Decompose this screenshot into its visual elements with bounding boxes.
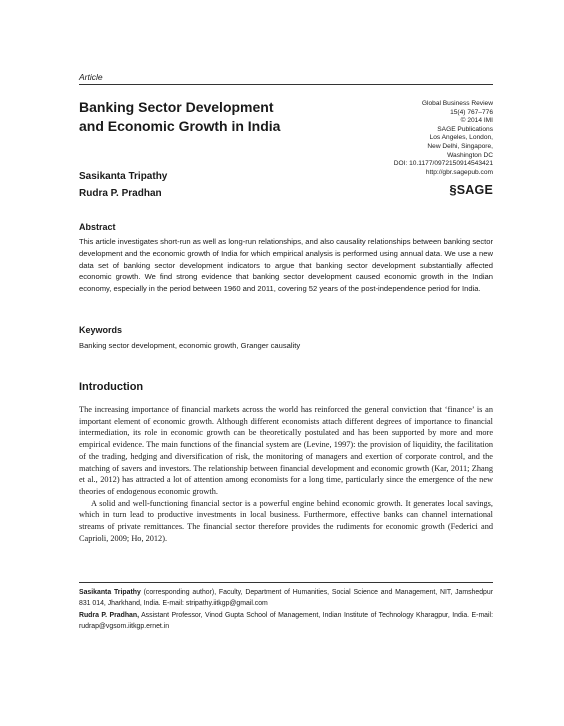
footnote-entry xyxy=(79,587,493,610)
footnote-author-name: Rudra P. Pradhan, xyxy=(79,611,139,619)
article-type-label: Article xyxy=(79,72,103,82)
introduction-paragraph: A solid and well-functioning financial sector is a powerful engine behind economic growth. It generates local savings, which in turn lead to productive investments in local business. Furthermore, effective banks can channel international streams of private remittances. The financial sector therefore provides the rudiments for economic growth (Federici and Caprioli, 2009; Ho, 2012). xyxy=(79,498,493,543)
author-footnotes xyxy=(79,587,493,633)
journal-info xyxy=(353,100,493,177)
journal-name: Global Business Review xyxy=(421,100,493,107)
footnote-author-name: Sasikanta Tripathy xyxy=(79,589,141,596)
footnote-author-details: (corresponding author), Faculty, Department of Humanities, Social Science and Management, NIT, Jamshedpur 831 014, Jharkhand, India. E-mail: stripathy.iitkgp@gmail.com xyxy=(79,589,493,608)
article-title xyxy=(79,98,369,136)
journal-url[interactable]: http://gbr.sagepub.com xyxy=(425,168,493,176)
footnote-rule xyxy=(79,582,493,583)
journal-copyright: © 2014 IMI xyxy=(460,117,493,125)
author-list xyxy=(79,168,167,202)
journal-doi[interactable]: DOI: 10.1177/0972150914543421 xyxy=(393,160,493,168)
journal-volume: 15(4) 767–776 xyxy=(450,108,493,116)
journal-location-3: Washington DC xyxy=(447,151,493,159)
author-name: Rudra P. Pradhan xyxy=(79,188,162,199)
keywords-text: Banking sector development, economic growth, Granger causality xyxy=(79,341,301,350)
footnote-author-details: Assistant Professor, Vinod Gupta School of Management, Indian Institute of Technology Kharagpur, India. E-mail: rudrap@vgsom.iitkgp.ernet.in xyxy=(79,611,493,631)
author-name: Sasikanta Tripathy xyxy=(79,171,168,182)
journal-location-2: New Delhi, Singapore, xyxy=(427,142,493,150)
keywords-heading: Keywords xyxy=(79,325,123,335)
sage-logo-text: SAGE xyxy=(456,183,493,197)
header-rule xyxy=(79,84,493,85)
introduction-paragraph: The increasing importance of financial markets across the world has reinforced the general conviction that ‘finance’ is an important element of economic growth. Although different economists attach different degrees of importance to financial intermediation, its role in economic growth can be theoretically postulated and has been supported by more and more empirical evidence. The main functions of the financial system are (Levine, 1997): the provision of liquidity, the facilitation of the trading, hedging and diversification of risk, the monitoring of managers and exertion of corporate control, and the matching of savers and investors. The relationship between financial development and economic growth (Kar, 2011; Zhang et al., 2012) has attracted a lot of attention among economists for a long time, particularly since the emergence of the new theories of endogenous economic growth. xyxy=(79,405,493,496)
journal-publisher: SAGE Publications xyxy=(437,125,493,133)
title-line-2: and Economic Growth in India xyxy=(79,118,281,134)
introduction-body xyxy=(79,404,493,544)
footnote-entry xyxy=(79,610,493,633)
title-line-1: Banking Sector Development xyxy=(79,99,274,115)
abstract-text: This article investigates short-run as well as long-run relationships, and also causality relationships between banking sector development and the economic growth of India for which empirical analysis is performed using annual data. We use a new data set of banking sector development indicators to argue that banking sector development substantially affected economic growth. We find strong evidence that banking sector development caused economic growth in the Indian economy, especially in the period between 1960 and 2011, covering 52 years of the post-independence period for India. xyxy=(79,237,493,294)
abstract-heading: Abstract xyxy=(79,222,116,232)
journal-location-1: Los Angeles, London, xyxy=(429,134,493,142)
sage-logo xyxy=(449,182,493,197)
sage-swirl-icon: § xyxy=(449,182,457,197)
introduction-heading: Introduction xyxy=(79,381,144,393)
